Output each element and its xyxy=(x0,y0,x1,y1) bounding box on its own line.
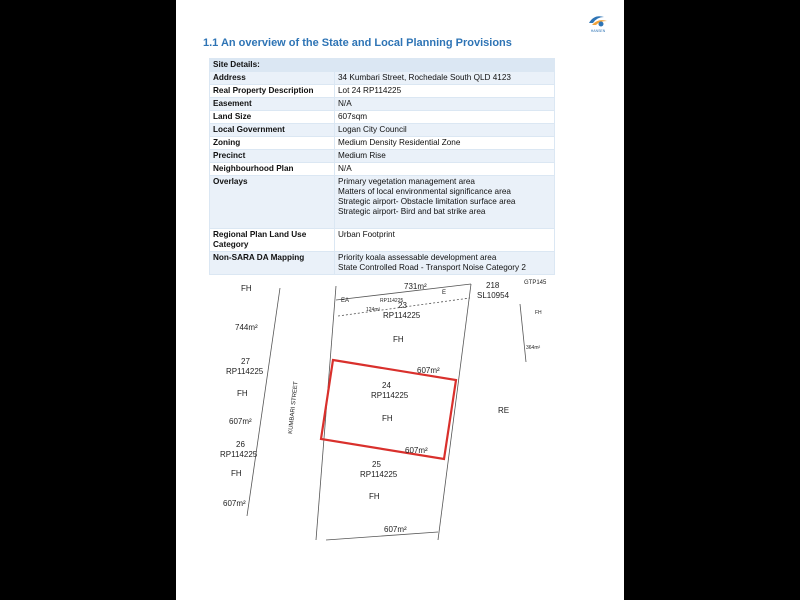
site-details-label: Land Size xyxy=(210,111,335,124)
fh-label-27: FH xyxy=(237,389,248,398)
site-details-value-line: N/A xyxy=(338,164,352,173)
lot-23-label: 23 xyxy=(398,301,407,310)
lot-24-rp-label: RP114225 xyxy=(371,391,409,400)
site-details-value-line: Logan City Council xyxy=(338,125,407,134)
site-details-value-line: Lot 24 RP114225 xyxy=(338,86,402,95)
site-details-label: Overlays xyxy=(210,176,335,229)
site-details-value-line: Strategic airport- Bird and bat strike area xyxy=(338,207,486,216)
site-details-row xyxy=(210,98,555,111)
site-details-value xyxy=(335,150,555,163)
site-details-row xyxy=(210,163,555,176)
site-details-value-line: Medium Density Residential Zone xyxy=(338,138,461,147)
lot-218-sl-label: SL10954 xyxy=(477,291,510,300)
site-details-row xyxy=(210,176,555,229)
area-744-label: 744m² xyxy=(235,323,258,332)
site-details-value-line: Urban Footprint xyxy=(338,230,395,239)
site-details-value-line: Matters of local environmental significance area xyxy=(338,187,511,196)
lot-26-label: 26 xyxy=(236,440,245,449)
site-details-value-line: Strategic airport- Obstacle limitation surface area xyxy=(338,197,516,206)
lot-25-label: 25 xyxy=(372,460,381,469)
area-607-label-27: 607m² xyxy=(229,417,252,426)
area-607-label-24: 607m² xyxy=(417,366,440,375)
site-details-value-line: State Controlled Road - Transport Noise Category 2 xyxy=(338,263,526,272)
site-details-label: Real Property Description xyxy=(210,85,335,98)
lot-27-rp-label: RP114225 xyxy=(226,367,264,376)
site-details-value xyxy=(335,137,555,150)
site-details-value xyxy=(335,85,555,98)
site-details-value-line: Medium Rise xyxy=(338,151,386,160)
area-731-label: 731m² xyxy=(404,282,427,291)
area-607-label-26: 607m² xyxy=(223,499,246,508)
site-details-label: Easement xyxy=(210,98,335,111)
easement-rp-label: RP114225 xyxy=(380,298,404,304)
cadastral-map xyxy=(176,272,624,600)
site-details-label: Address xyxy=(210,72,335,85)
site-details-row xyxy=(210,124,555,137)
fh-label-nw: FH xyxy=(241,284,252,293)
easement-e-label: E xyxy=(442,290,447,296)
site-details-header-row xyxy=(210,59,555,72)
site-details-value-line: N/A xyxy=(338,99,352,108)
site-details-value xyxy=(335,98,555,111)
easement-ea-label: EA xyxy=(341,298,350,304)
fh-label-25: FH xyxy=(369,492,380,501)
site-details-row xyxy=(210,85,555,98)
lot-218-label: 218 xyxy=(486,281,500,290)
site-details-row xyxy=(210,150,555,163)
site-details-label: Non-SARA DA Mapping xyxy=(210,252,335,275)
gtp-label: GTP145 xyxy=(524,280,547,286)
re-label: RE xyxy=(498,406,510,415)
company-logo-icon xyxy=(586,12,610,34)
site-details-label: Local Government xyxy=(210,124,335,137)
site-details-header: Site Details: xyxy=(210,59,555,72)
site-details-value xyxy=(335,72,555,85)
lot-25-rp-label: RP114225 xyxy=(360,470,398,479)
site-details-value xyxy=(335,176,555,229)
lot-23-rp-label: RP114225 xyxy=(383,311,421,320)
fh-label-23: FH xyxy=(393,335,404,344)
site-details-value-line: Primary vegetation management area xyxy=(338,177,475,186)
east-boundary xyxy=(438,284,471,540)
document-page xyxy=(176,0,624,600)
fh-label-26: FH xyxy=(231,469,242,478)
site-details-value-line: Priority koala assessable development area xyxy=(338,253,497,262)
site-details-label: Neighbourhood Plan xyxy=(210,163,335,176)
site-details-row xyxy=(210,72,555,85)
site-details-value-line: 607sqm xyxy=(338,112,368,121)
site-details-row xyxy=(210,111,555,124)
site-details-value xyxy=(335,111,555,124)
site-details-value-line: 34 Kumbari Street, Rochedale South QLD 4123 xyxy=(338,73,511,82)
section-heading: 1.1 An overview of the State and Local Planning Provisions xyxy=(203,37,512,49)
site-details-value-line xyxy=(338,217,551,227)
fh-label-24: FH xyxy=(382,414,393,423)
site-details-value xyxy=(335,163,555,176)
site-details-label: Zoning xyxy=(210,137,335,150)
fh-label-ne: FH xyxy=(535,310,542,316)
site-details-row xyxy=(210,229,555,252)
area-607-label-25-top: 607m² xyxy=(405,446,428,455)
street-name-label: KUMBARI STREET xyxy=(288,381,300,435)
area-607-label-25-bottom: 607m² xyxy=(384,525,407,534)
lot-27-label: 27 xyxy=(241,357,250,366)
area-364-label: 364m² xyxy=(526,345,541,351)
site-details-value xyxy=(335,124,555,137)
lot-24-label: 24 xyxy=(382,381,391,390)
far-east-boundary xyxy=(520,304,526,362)
logo-text: HANSEN xyxy=(590,29,606,33)
site-details-label: Regional Plan Land Use Category xyxy=(210,229,335,252)
lot-26-rp-label: RP114225 xyxy=(220,450,258,459)
site-details-value xyxy=(335,229,555,252)
site-details-row xyxy=(210,137,555,150)
site-details-label: Precinct xyxy=(210,150,335,163)
lot-25-south-boundary xyxy=(326,532,438,540)
area-124-label: 124m² xyxy=(366,307,381,313)
site-details-table xyxy=(209,58,555,275)
